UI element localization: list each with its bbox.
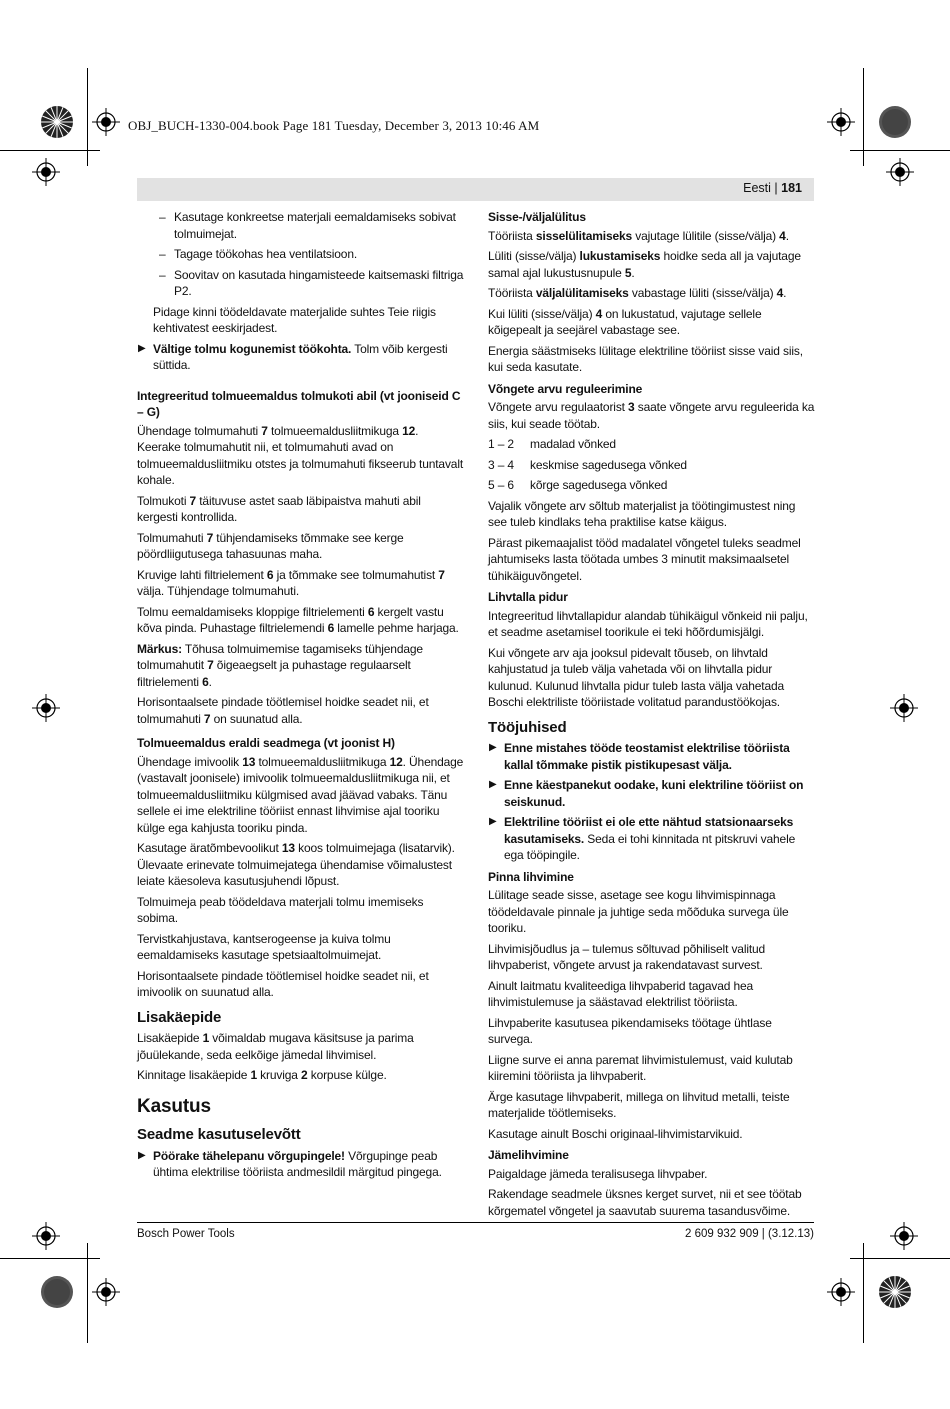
section-heading: Lisakäepide (137, 1008, 222, 1026)
paragraph: Tööriista sisselülitamiseks vajutage lülitile (sisse/välja) 4. (488, 228, 789, 243)
paragraph: Lihvimisjõudlus ja – tulemus sõltuvad põhiliselt valitud lihvpaberist, võngete arvust ja rakendatavast survest. (488, 941, 766, 972)
table-row: 3 – 4 keskmise sagedusega võnked (488, 457, 687, 472)
table-row: 1 – 2 madalad võnked (488, 437, 616, 451)
registration-target-icon (886, 158, 914, 186)
paragraph: Pidage kinni töödeldavate materjalide suhtes Teie riigis kehtivatest eeskirjadest. (153, 304, 436, 335)
footer-brand: Bosch Power Tools (137, 1228, 235, 1240)
paragraph: Liigne surve ei anna paremat lihvimistulemust, vaid kulutab kiiremini tööriista ja lihvpaberit. (488, 1052, 793, 1083)
registration-solid-icon (40, 1275, 74, 1309)
paragraph: Kasutage ainult Boschi originaal-lihvimistarvikuid. (488, 1126, 743, 1141)
registration-target-icon (32, 694, 60, 722)
paragraph: Ühendage tolmumahuti 7 tolmueemaldusliitmikuga 12. Keerake tolmumahutit nii, et tolmumahuti avad on tolmueemaldusliitmiku otstes ja tolmumahuti fikseerub tuntavalt kohale. (137, 423, 464, 487)
left-column (137, 209, 464, 1185)
registration-target-icon (32, 158, 60, 186)
registration-target-icon (32, 1222, 60, 1250)
speed-table (488, 436, 815, 494)
paragraph: Horisontaalsete pindade töötlemisel hoidke seadet nii, et tolmumahuti 7 on suunatud alla. (137, 695, 429, 726)
registration-solid-icon (878, 105, 912, 139)
note: Märkus: Tõhusa tolmuimemise tagamiseks tühjendage tolmumahutit 7 õigeaegselt ja puhastage regulaarselt filtrielementi 6. (137, 641, 423, 689)
triangle-bullet-icon: ▶ (489, 779, 497, 790)
registration-target-icon (827, 1278, 855, 1306)
registration-target-icon (827, 108, 855, 136)
page-number: 181 (781, 181, 802, 195)
paragraph: Tolmu eemaldamiseks kloppige filtrielementi 6 kergelt vastu kõva pinda. Puhastage filtrielemendi 6 lamelle pehme harjaga. (137, 604, 459, 635)
list-item: – Soovitav on kasutada hingamisteede kaitsemaski filtriga P2. (159, 267, 464, 298)
paragraph: Tolmukoti 7 täituvuse astet saab läbipaistva mahuti abil kergesti kontrollida. (137, 493, 421, 524)
paragraph: Energia säästmiseks lülitage elektriline tööriist sisse vaid siis, kui seda kasutate. (488, 343, 803, 374)
registration-target-icon (92, 108, 120, 136)
paragraph: Tolmumahuti 7 tühjendamiseks tõmmake see kerge pöördliigutusega tahasuunas maha. (137, 530, 404, 561)
triangle-bullet-icon: ▶ (489, 742, 497, 753)
section-heading: Integreeritud tolmueemaldus tolmukoti abil (vt jooniseid C – G) (137, 388, 461, 419)
paragraph: Kasutage äratõmbevoolikut 13 koos tolmuimejaga (lisatarvik). Ülevaate erinevate tolmuimejatega ühendamise võimalustest leiate käesoleva kasutusjuhendi lõpust. (137, 841, 455, 888)
paragraph: Ühendage imivoolik 13 tolmueemaldusliitmikuga 12. Ühendage (vastavalt joonisele) imivoolik tolmueemaldusliitmikuga nii, et tolmueemaldusliitmiku külgmised avad jäävad vabaks. Tänu sellele ei ime elektriline tööriist ennast lihvimise ajal tooriku külge ega kahjusta tooriku pinda. (137, 754, 464, 835)
paragraph: Võngete arvu regulaatorist 3 saate võngete arvu reguleerida ka siis, kui seade töötab. (488, 400, 815, 431)
warning-item: ▶ Vältige tolmu kogunemist töökohta. Tolm võib kergesti süttida. (138, 341, 448, 372)
warning-item: ▶ Pöörake tähelepanu võrgupingele! Võrgupinge peab ühtima elektrilise tööriista andmesildil märgitud pingega. (138, 1148, 442, 1179)
table-row: 5 – 6 kõrge sagedusega võnked (488, 478, 668, 492)
registration-wheel-icon (878, 1275, 912, 1309)
footer-docnumber: 2 609 932 909 | (3.12.13) (685, 1228, 814, 1240)
paragraph: Lülitage seade sisse, asetage see kogu lihvimispinnaga töödeldavale pinnale ja juhtige seda mõõduka survega üle tooriku. (488, 888, 789, 935)
paragraph: Lüliti (sisse/välja) lukustamiseks hoidke seda all ja vajutage samal ajal lukustusnupule 5. (488, 249, 801, 280)
list-item: – Tagage töökohas hea ventilatsioon. (159, 247, 358, 261)
paragraph: Tööriista väljalülitamiseks vabastage lüliti (sisse/välja) 4. (488, 286, 787, 300)
section-heading: Seadme kasutuselevõtt (137, 1126, 301, 1143)
paragraph: Kinnitage lisakäepide 1 kruviga 2 korpuse külge. (137, 1068, 387, 1082)
warning-item: ▶ Enne käestpanekut oodake, kuni elektriline tööriist on seiskunud. (489, 778, 804, 809)
warning-item: ▶ Enne mistahes tööde teostamist elektrilise tööriista kallal tõmmake pistik pistikupesast välja. (489, 741, 790, 772)
registration-target-icon (92, 1278, 120, 1306)
paragraph: Lihvpaberite kasutusea pikendamiseks töötage ühtlase survega. (488, 1015, 772, 1046)
triangle-bullet-icon: ▶ (489, 816, 497, 827)
paragraph: Ainult laitmatu kvaliteediga lihvpaberid tagavad hea lihvimistulemuse ja säästavad elektrilist tööriista. (488, 978, 754, 1009)
paragraph: Kui lüliti (sisse/välja) 4 on lukustatud, vajutage sellele kõigepealt ja seejärel vabastage see. (488, 306, 762, 337)
section-heading: Sisse-/väljalülitus (488, 210, 586, 224)
list-item: – Kasutage konkreetse materjali eemaldamiseks sobivat tolmuimejat. (159, 210, 456, 241)
right-column (488, 209, 815, 1223)
print-header: OBJ_BUCH-1330-004.book Page 181 Tuesday, December 3, 2013 10:46 AM (128, 118, 540, 133)
section-heading: Lihvtalla pidur (488, 590, 568, 604)
warning-item: ▶ Elektriline tööriist ei ole ette nähtud statsionaarseks kasutamiseks. Seda ei tohi kinnitada nt pitskruvi vahele ega tööpingile. (489, 815, 796, 862)
paragraph: Horisontaalsete pindade töötlemisel hoidke seadet nii, et imivoolik on suunatud alla. (137, 968, 429, 999)
section-heading: Tolmueemaldus eraldi seadmega (vt joonist H) (137, 736, 395, 750)
paragraph: Pärast pikemaajalist tööd madalatel võngetel tuleks seadmel jahtumiseks lasta töötada umbes 3 minutit maksimaalsetel tühikäiguvõngetel. (488, 535, 801, 583)
paragraph: Kui võngete arv aja jooksul pidevalt tõuseb, on lihvtald kahjustatud ja tuleb välja vahetada või on lihvtalla pidur kulunud. Kulunud lihvtalla pidur tuleb lasta välja vahetada Boschi elektriliste tööriistade volitatud parandustöökojas. (488, 645, 785, 709)
section-heading: Pinna lihvimine (488, 869, 574, 884)
section-heading: Võngete arvu reguleerimine (488, 381, 643, 396)
paragraph: Rakendage seadmele üksnes kerget survet, nii et see töötab kõrgematel võngetel ja saavutab suurema tasandusvõime. (488, 1187, 802, 1218)
paragraph: Kruvige lahti filtrielement 6 ja tõmmake see tolmumahutist 7 välja. Tühjendage tolmumahuti. (137, 567, 445, 598)
registration-wheel-icon (40, 105, 74, 139)
paragraph: Ärge kasutage lihvpaberit, millega on lihvitud metalli, teiste materjalide töötlemiseks. (488, 1089, 790, 1120)
registration-target-icon (890, 694, 918, 722)
triangle-bullet-icon: ▶ (138, 342, 146, 354)
registration-target-icon (890, 1222, 918, 1250)
triangle-bullet-icon: ▶ (138, 1149, 146, 1161)
chapter-heading: Kasutus (137, 1095, 211, 1117)
footer-rule (137, 1222, 814, 1223)
running-head-label: Eesti | 181 (743, 181, 802, 195)
paragraph: Tolmuimeja peab töödeldava materjali tolmu imemiseks sobima. (137, 894, 424, 925)
section-name: Eesti (743, 181, 771, 195)
paragraph: Vajalik võngete arv sõltub materjalist ja töötingimustest ning see tuleb kindlaks teha praktilise katse käigus. (488, 498, 796, 529)
section-heading: Jämelihvimine (488, 1148, 569, 1162)
paragraph: Tervistkahjustava, kantserogeense ja kuiva tolmu eemaldamiseks kasutage spetsiaaltolmuimejat. (137, 931, 391, 962)
paragraph: Integreeritud lihvtallapidur alandab tühikäigul võnkeid nii palju, et seadme asetamisel toorikule ei teki hõõrdumisjälgi. (488, 608, 808, 639)
paragraph: Lisakäepide 1 võimaldab mugava käsitsuse ja parima jõuülekande, seda eelkõige jämedal lihvimisel. (137, 1031, 414, 1062)
running-head (137, 178, 814, 201)
section-heading: Tööjuhised (488, 718, 567, 736)
paragraph: Paigaldage jämeda teralisusega lihvpaber. (488, 1166, 708, 1181)
